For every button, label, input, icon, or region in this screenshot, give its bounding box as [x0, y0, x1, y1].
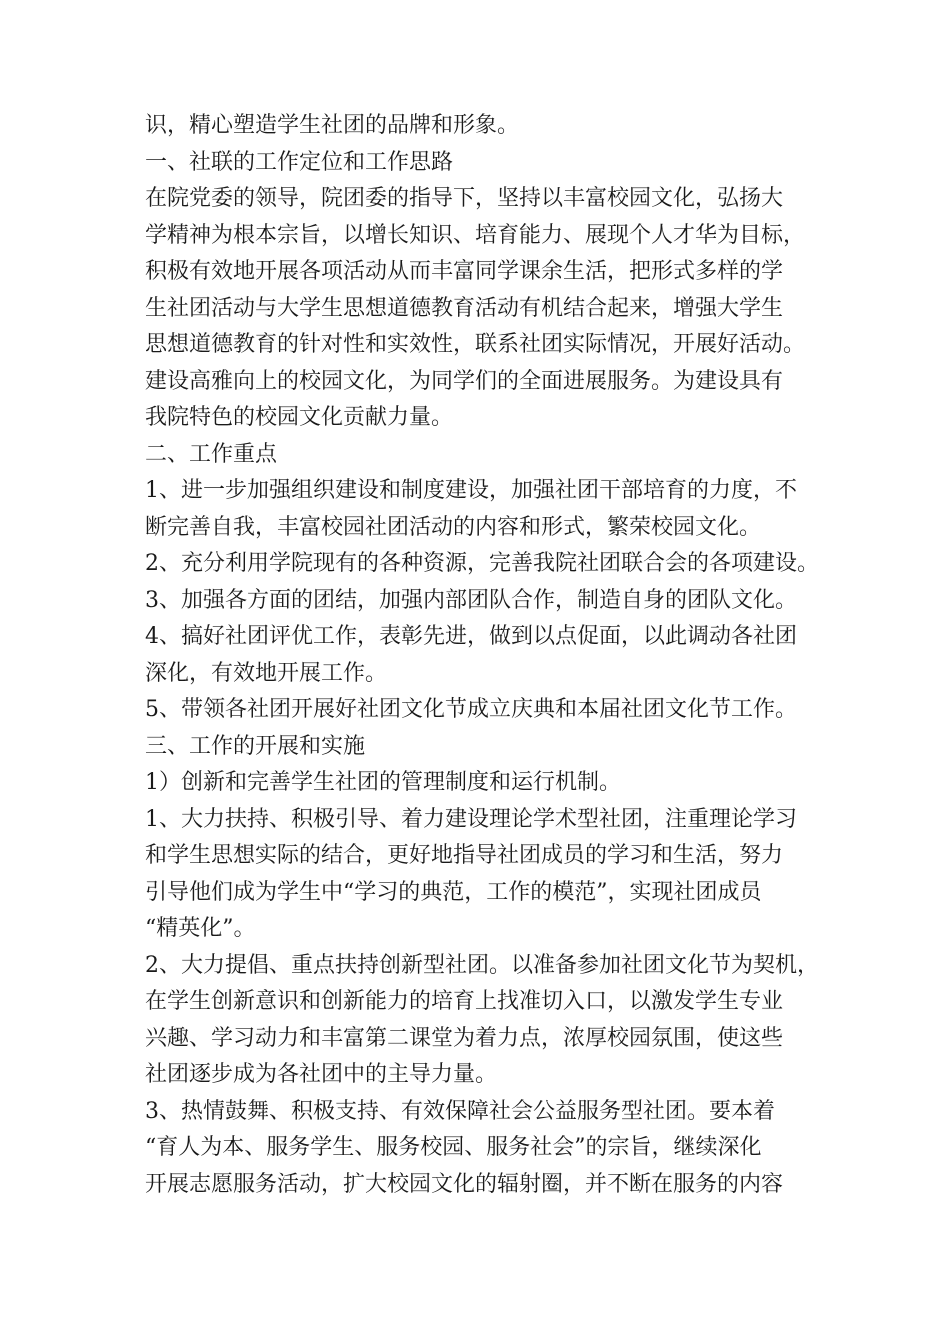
text-line: 1、进一步加强组织建设和制度建设，加强社团干部培育的力度，不 — [145, 478, 797, 503]
text-line: 断完善自我，丰富校园社团活动的内容和形式，繁荣校园文化。 — [145, 514, 762, 540]
text-line: 2、大力提倡、重点扶持创新型社团。以准备参加社团文化节为契机， — [145, 952, 819, 978]
text-line: 5、带领各社团开展好社团文化节成立庆典和本届社团文化节工作。 — [145, 697, 797, 722]
text-line: 在院党委的领导，院团委的指导下，坚持以丰富校园文化，弘扬大 — [145, 186, 784, 211]
text-line: 引导他们成为学生中“学习的典范，工作的模范”，实现社团成员 — [145, 879, 762, 905]
text-line: 建设高雅向上的校园文化，为同学们的全面进展服务。为建设具有 — [145, 368, 784, 394]
text-line: 我院特色的校园文化贡献力量。 — [145, 405, 454, 430]
text-line: 学精神为根本宗旨，以增长知识、培育能力、展现个人才华为目标， — [145, 222, 806, 248]
text-line: 1、大力扶持、积极引导、着力建设理论学术型社团，注重理论学习 — [145, 806, 797, 832]
text-line: 思想道德教育的针对性和实效性，联系社团实际情况，开展好活动。 — [145, 332, 806, 357]
text-line: 开展志愿服务活动，扩大校园文化的辐射圈，并不断在服务的内容 — [145, 1171, 784, 1197]
text-line: 和学生思想实际的结合，更好地指导社团成员的学习和生活，努力 — [145, 843, 784, 868]
text-line: “精英化”。 — [145, 916, 256, 941]
text-line: 3、热情鼓舞、积极支持、有效保障社会公益服务型社团。要本着 — [145, 1098, 775, 1124]
text-line: 4、搞好社团评优工作，表彰先进，做到以点促面，以此调动各社团 — [145, 624, 797, 649]
text-line: 在学生创新意识和创新能力的培育上找准切入口，以激发学生专业 — [145, 989, 784, 1014]
section-heading: 一、社联的工作定位和工作思路 — [145, 149, 454, 175]
text-line: 兴趣、学习动力和丰富第二课堂为着力点，浓厚校园氛围，使这些 — [145, 1025, 784, 1051]
section-heading: 二、工作重点 — [145, 441, 278, 467]
text-line: 2、充分利用学院现有的各种资源，完善我院社团联合会的各项建设。 — [145, 551, 819, 576]
text-line: 3、加强各方面的团结，加强内部团队合作，制造自身的团队文化。 — [145, 587, 797, 613]
text-line: 1）创新和完善学生社团的管理制度和运行机制。 — [145, 770, 621, 795]
text-line: 识，精心塑造学生社团的品牌和形象。 — [145, 113, 520, 138]
document-page — [145, 108, 819, 1203]
text-line: 积极有效地开展各项活动从而丰富同学课余生活，把形式多样的学 — [145, 259, 784, 284]
text-line: 社团逐步成为各社团中的主导力量。 — [145, 1062, 498, 1087]
section-heading: 三、工作的开展和实施 — [145, 733, 366, 759]
text-line: 深化，有效地开展工作。 — [145, 660, 388, 686]
text-line: “育人为本、服务学生、服务校园、服务社会”的宗旨，继续深化 — [145, 1135, 762, 1160]
text-line: 生社团活动与大学生思想道德教育活动有机结合起来，增强大学生 — [145, 295, 784, 321]
